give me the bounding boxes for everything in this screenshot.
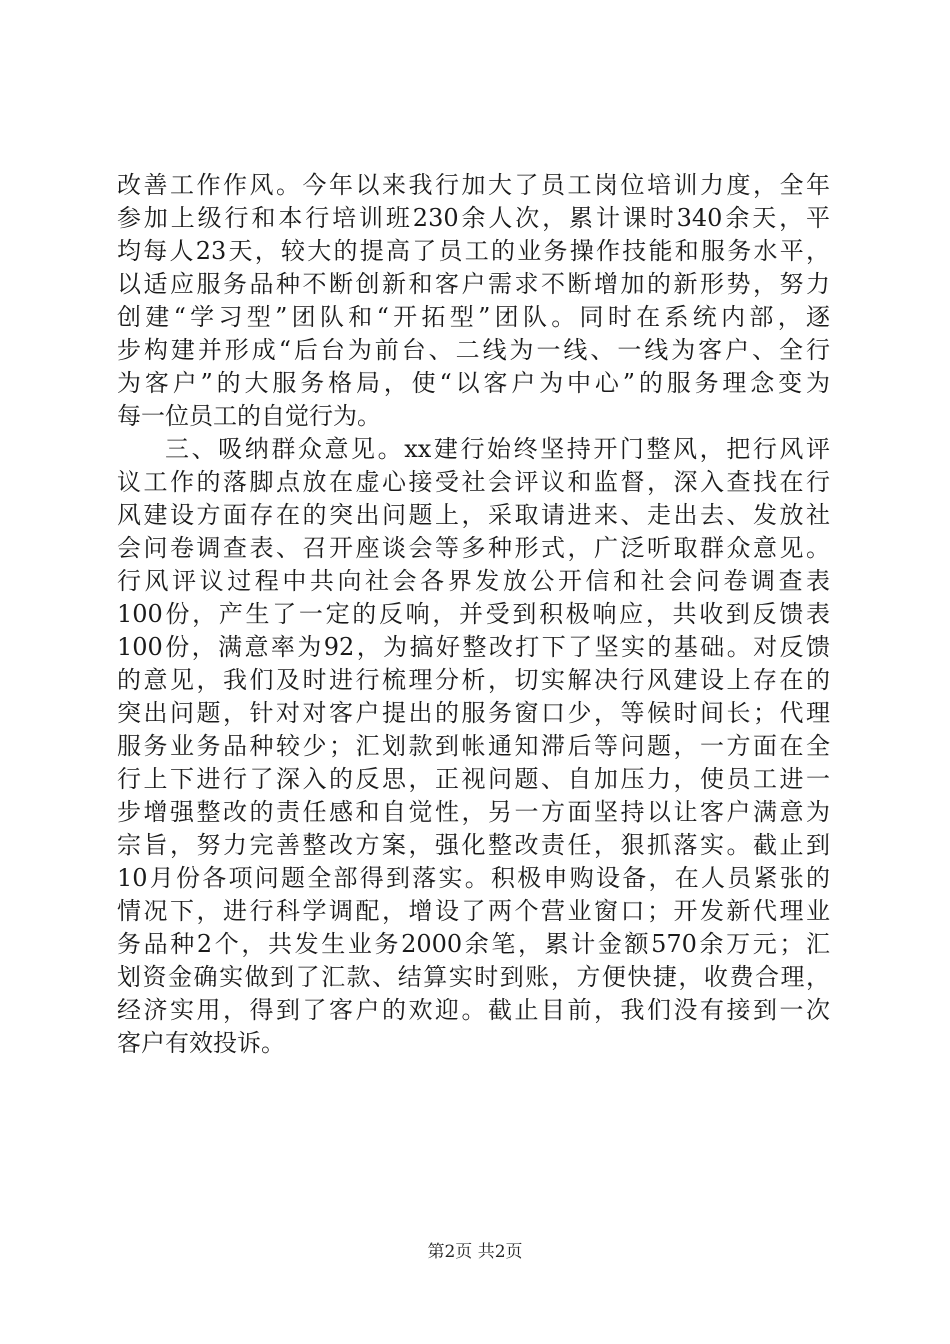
paragraph-line: 会问卷调查表、召开座谈会等多种形式，广泛听取群众意见。 <box>117 534 830 562</box>
body-text <box>117 169 830 1060</box>
paragraph-line: 客户有效投诉。 <box>117 1029 285 1057</box>
paragraph-line: 改善工作作风。今年以来我行加大了员工岗位培训力度，全年 <box>117 171 830 199</box>
paragraph-line: 经济实用，得到了客户的欢迎。截止目前，我们没有接到一次 <box>117 996 830 1024</box>
paragraph-line: 以适应服务品种不断创新和客户需求不断增加的新形势，努力 <box>117 270 830 298</box>
paragraph-line: 行风评议过程中共向社会各界发放公开信和社会问卷调查表 <box>117 567 830 595</box>
page-footer <box>0 1240 950 1264</box>
paragraph-line: 行上下进行了深入的反思，正视问题、自加压力，使员工进一 <box>117 765 830 793</box>
paragraph-line: 参加上级行和本行培训班230余人次，累计课时340余天，平 <box>117 204 830 232</box>
paragraph-line: 务品种2个，共发生业务2000余笔，累计金额570余万元；汇 <box>117 930 830 958</box>
paragraph-line: 的意见，我们及时进行梳理分析，切实解决行风建设上存在的 <box>117 666 830 694</box>
paragraph-line: 风建设方面存在的突出问题上，采取请进来、走出去、发放社 <box>117 501 830 529</box>
paragraph-line: 议工作的落脚点放在虚心接受社会评议和监督，深入查找在行 <box>117 468 830 496</box>
paragraph-line: 步增强整改的责任感和自觉性，另一方面坚持以让客户满意为 <box>117 798 830 826</box>
paragraph-line: 突出问题，针对对客户提出的服务窗口少，等候时间长；代理 <box>117 699 830 727</box>
paragraph-line: 三、吸纳群众意见。xx建行始终坚持开门整风，把行风评 <box>165 435 830 463</box>
paragraph-line: 划资金确实做到了汇款、结算实时到账，方便快捷，收费合理， <box>117 963 830 991</box>
paragraph-line: 创建“学习型”团队和“开拓型”团队。同时在系统内部，逐 <box>117 303 830 331</box>
paragraph-line: 每一位员工的自觉行为。 <box>117 402 381 430</box>
paragraph-line: 均每人23天，较大的提高了员工的业务操作技能和服务水平， <box>117 237 830 265</box>
paragraph-line: 宗旨，努力完善整改方案，强化整改责任，狠抓落实。截止到 <box>117 831 830 859</box>
paragraph-line: 步构建并形成“后台为前台、二线为一线、一线为客户、全行 <box>117 336 830 364</box>
paragraph-line: 100份，满意率为92，为搞好整改打下了坚实的基础。对反馈 <box>117 633 830 661</box>
paragraph-line: 情况下，进行科学调配，增设了两个营业窗口；开发新代理业 <box>117 897 830 925</box>
paragraph-line: 10月份各项问题全部得到落实。积极申购设备，在人员紧张的 <box>117 864 830 892</box>
page-number-label: 第2页 共2页 <box>427 1242 523 1262</box>
paragraph-line: 服务业务品种较少；汇划款到帐通知滞后等问题，一方面在全 <box>117 732 830 760</box>
paragraph-line: 100份，产生了一定的反响，并受到积极响应，共收到反馈表 <box>117 600 830 628</box>
paragraph-line: 为客户”的大服务格局，使“以客户为中心”的服务理念变为 <box>117 369 830 397</box>
